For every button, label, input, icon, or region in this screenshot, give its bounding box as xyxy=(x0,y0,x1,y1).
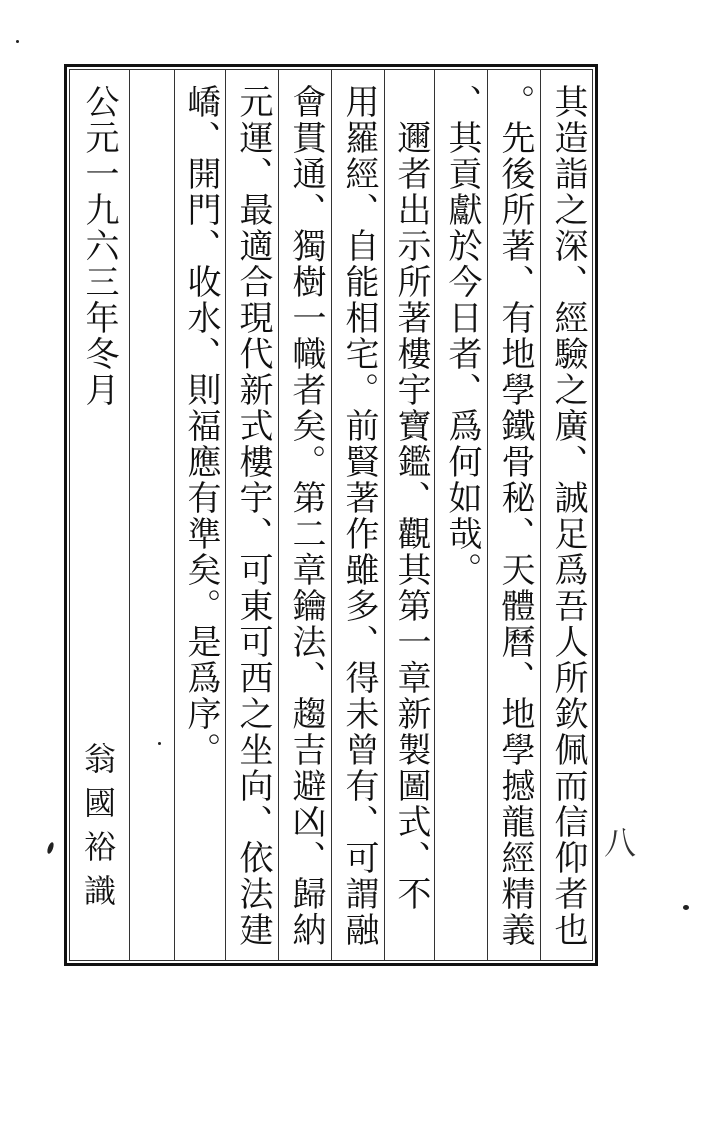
text-column-7: 元運、最適合現代新式樓宇、可東可西之坐向、依法建 xyxy=(233,84,273,948)
column-rule xyxy=(384,69,385,961)
folio-number: 八 xyxy=(604,824,637,862)
text-column-9 xyxy=(131,84,181,954)
column-rule xyxy=(129,69,130,961)
text-column-4: 邇者出示所著樓宇寶鑑、觀其第一章新製圖式、不 xyxy=(391,84,431,912)
text-column-8: 嶠、開門、收水、則福應有準矣。是爲序。 xyxy=(181,84,221,768)
text-column-1: 其造詣之深、經驗之廣、誠足爲吾人所欽佩而信仰者也 xyxy=(548,84,588,948)
column-rule xyxy=(487,69,488,961)
text-column-2: 。先後所著、有地學鐵骨秘、天體曆、地學撼龍經精義 xyxy=(495,84,535,948)
column-rule xyxy=(331,69,332,961)
ink-speck xyxy=(158,742,161,745)
column-rule xyxy=(540,69,541,961)
text-column-6: 會貫通、獨樹一幟者矣。第二章鑰法、趨吉避凶、歸納 xyxy=(286,84,326,948)
ink-speck xyxy=(46,842,55,855)
text-column-5: 用羅經、自能相宅。前賢著作雖多、得未曾有、可謂融 xyxy=(339,84,379,948)
column-rule xyxy=(278,69,279,961)
ink-speck xyxy=(16,40,19,43)
text-column-3: 、其貢獻於今日者、爲何如哉。 xyxy=(442,84,482,588)
signature: 翁國裕識 xyxy=(79,742,117,918)
date-column: 公元一九六三年冬月 xyxy=(79,84,119,408)
ink-speck xyxy=(683,905,689,910)
